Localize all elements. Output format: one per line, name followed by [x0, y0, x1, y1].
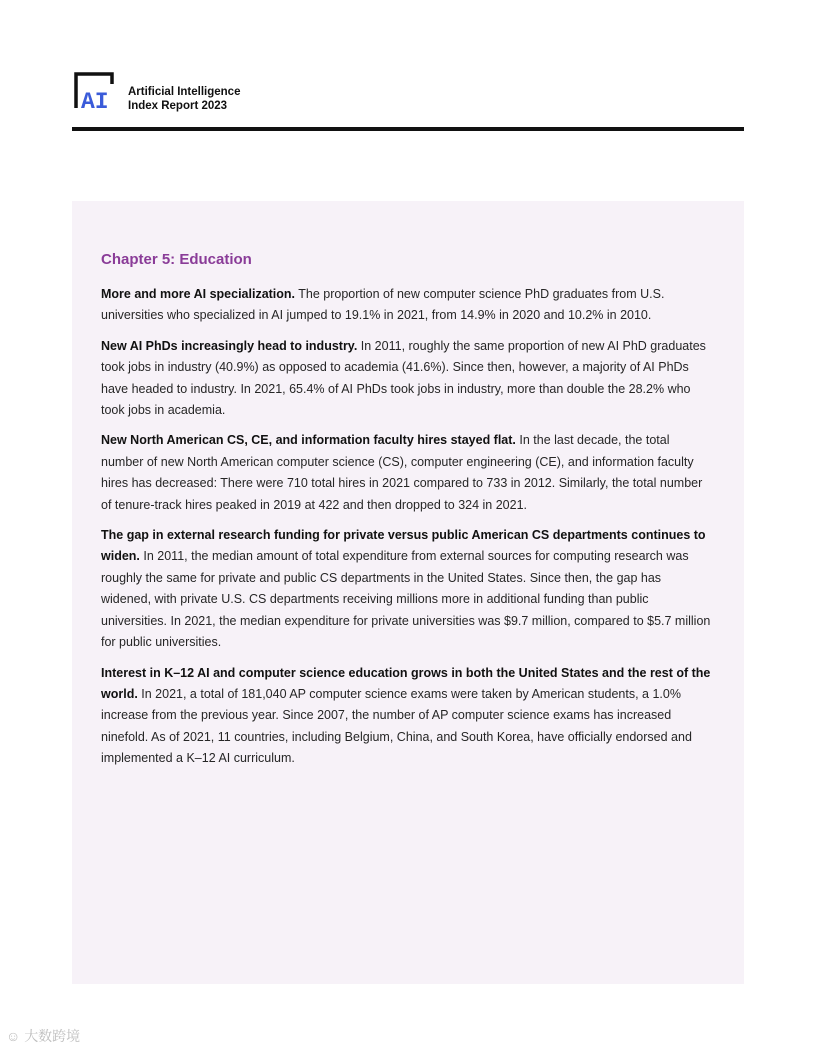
highlight-body: In the last decade, the total number of new North American computer science (CS), computer engineering (CE), and information faculty hires has decreased: There were 710 total hires in 2021 compared to 733 in 2012. Similarly, the total number of tenure-track hires peaked in 2019 at 422 and then dropped to 324 in 2021. — [101, 433, 703, 512]
highlight-body: The proportion of new computer science PhD graduates from U.S. universities who specialized in AI jumped to 19.1% in 2021, from 14.9% in 2020 and 10.2% in 2010. — [101, 287, 665, 323]
highlight-body: In 2021, a total of 181,040 AP computer science exams were taken by American students, a 1.0% increase from the previous year. Since 2007, the number of AP computer science exams has increased ninefold. As of 2021, 11 countries, including Belgium, China, and South Korea, have officially endorsed and implemented a K–12 AI curriculum. — [101, 686, 692, 766]
highlight-paragraph — [101, 525, 711, 653]
highlight-paragraph — [101, 336, 711, 422]
highlights-panel — [72, 201, 744, 984]
highlight-paragraph — [101, 663, 711, 770]
svg-text:AI: AI — [81, 89, 109, 112]
highlight-body: In 2011, the median amount of total expenditure from external sources for computing research was roughly the same for private and public CS departments in the United States. Since then, the gap has widened, with private U.S. CS departments receiving millions more in additional funding than public universities. In 2021, the median expenditure for private universities was $9.7 million, compared to $5.7 million for public universities. — [101, 549, 711, 650]
watermark-icon: ☺ — [6, 1028, 25, 1044]
highlight-lead: More and more AI specialization. — [101, 287, 296, 301]
highlights-list — [101, 284, 711, 779]
watermark — [6, 1026, 80, 1046]
watermark-text: 大数跨境 — [24, 1028, 81, 1044]
highlight-lead: The gap in external research funding for private versus public American CS departments continues to widen. — [101, 528, 706, 564]
ai-index-logo — [72, 70, 118, 112]
report-title — [128, 85, 240, 113]
header-divider — [72, 127, 744, 131]
highlight-lead: Interest in K–12 AI and computer science education grows in both the United States and the rest of the world. — [101, 665, 711, 701]
report-header — [72, 70, 744, 132]
highlight-paragraph — [101, 284, 711, 327]
highlight-body: In 2011, roughly the same proportion of new AI PhD graduates took jobs in industry (40.9%) as opposed to academia (41.6%). Since then, however, a majority of AI PhDs have headed to industry. In 2021, 65.4% of AI PhDs took jobs in industry, more than double the 28.2% who took jobs in academia. — [101, 338, 706, 418]
highlight-lead: New AI PhDs increasingly head to industry. — [101, 338, 358, 353]
report-title-line2: Index Report 2023 — [128, 100, 228, 112]
report-title-line1: Artificial Intelligence — [128, 86, 241, 98]
highlight-lead: New North American CS, CE, and information faculty hires stayed flat. — [101, 433, 516, 448]
chapter-title: Chapter 5: Education — [101, 251, 252, 268]
highlight-paragraph — [101, 430, 711, 516]
